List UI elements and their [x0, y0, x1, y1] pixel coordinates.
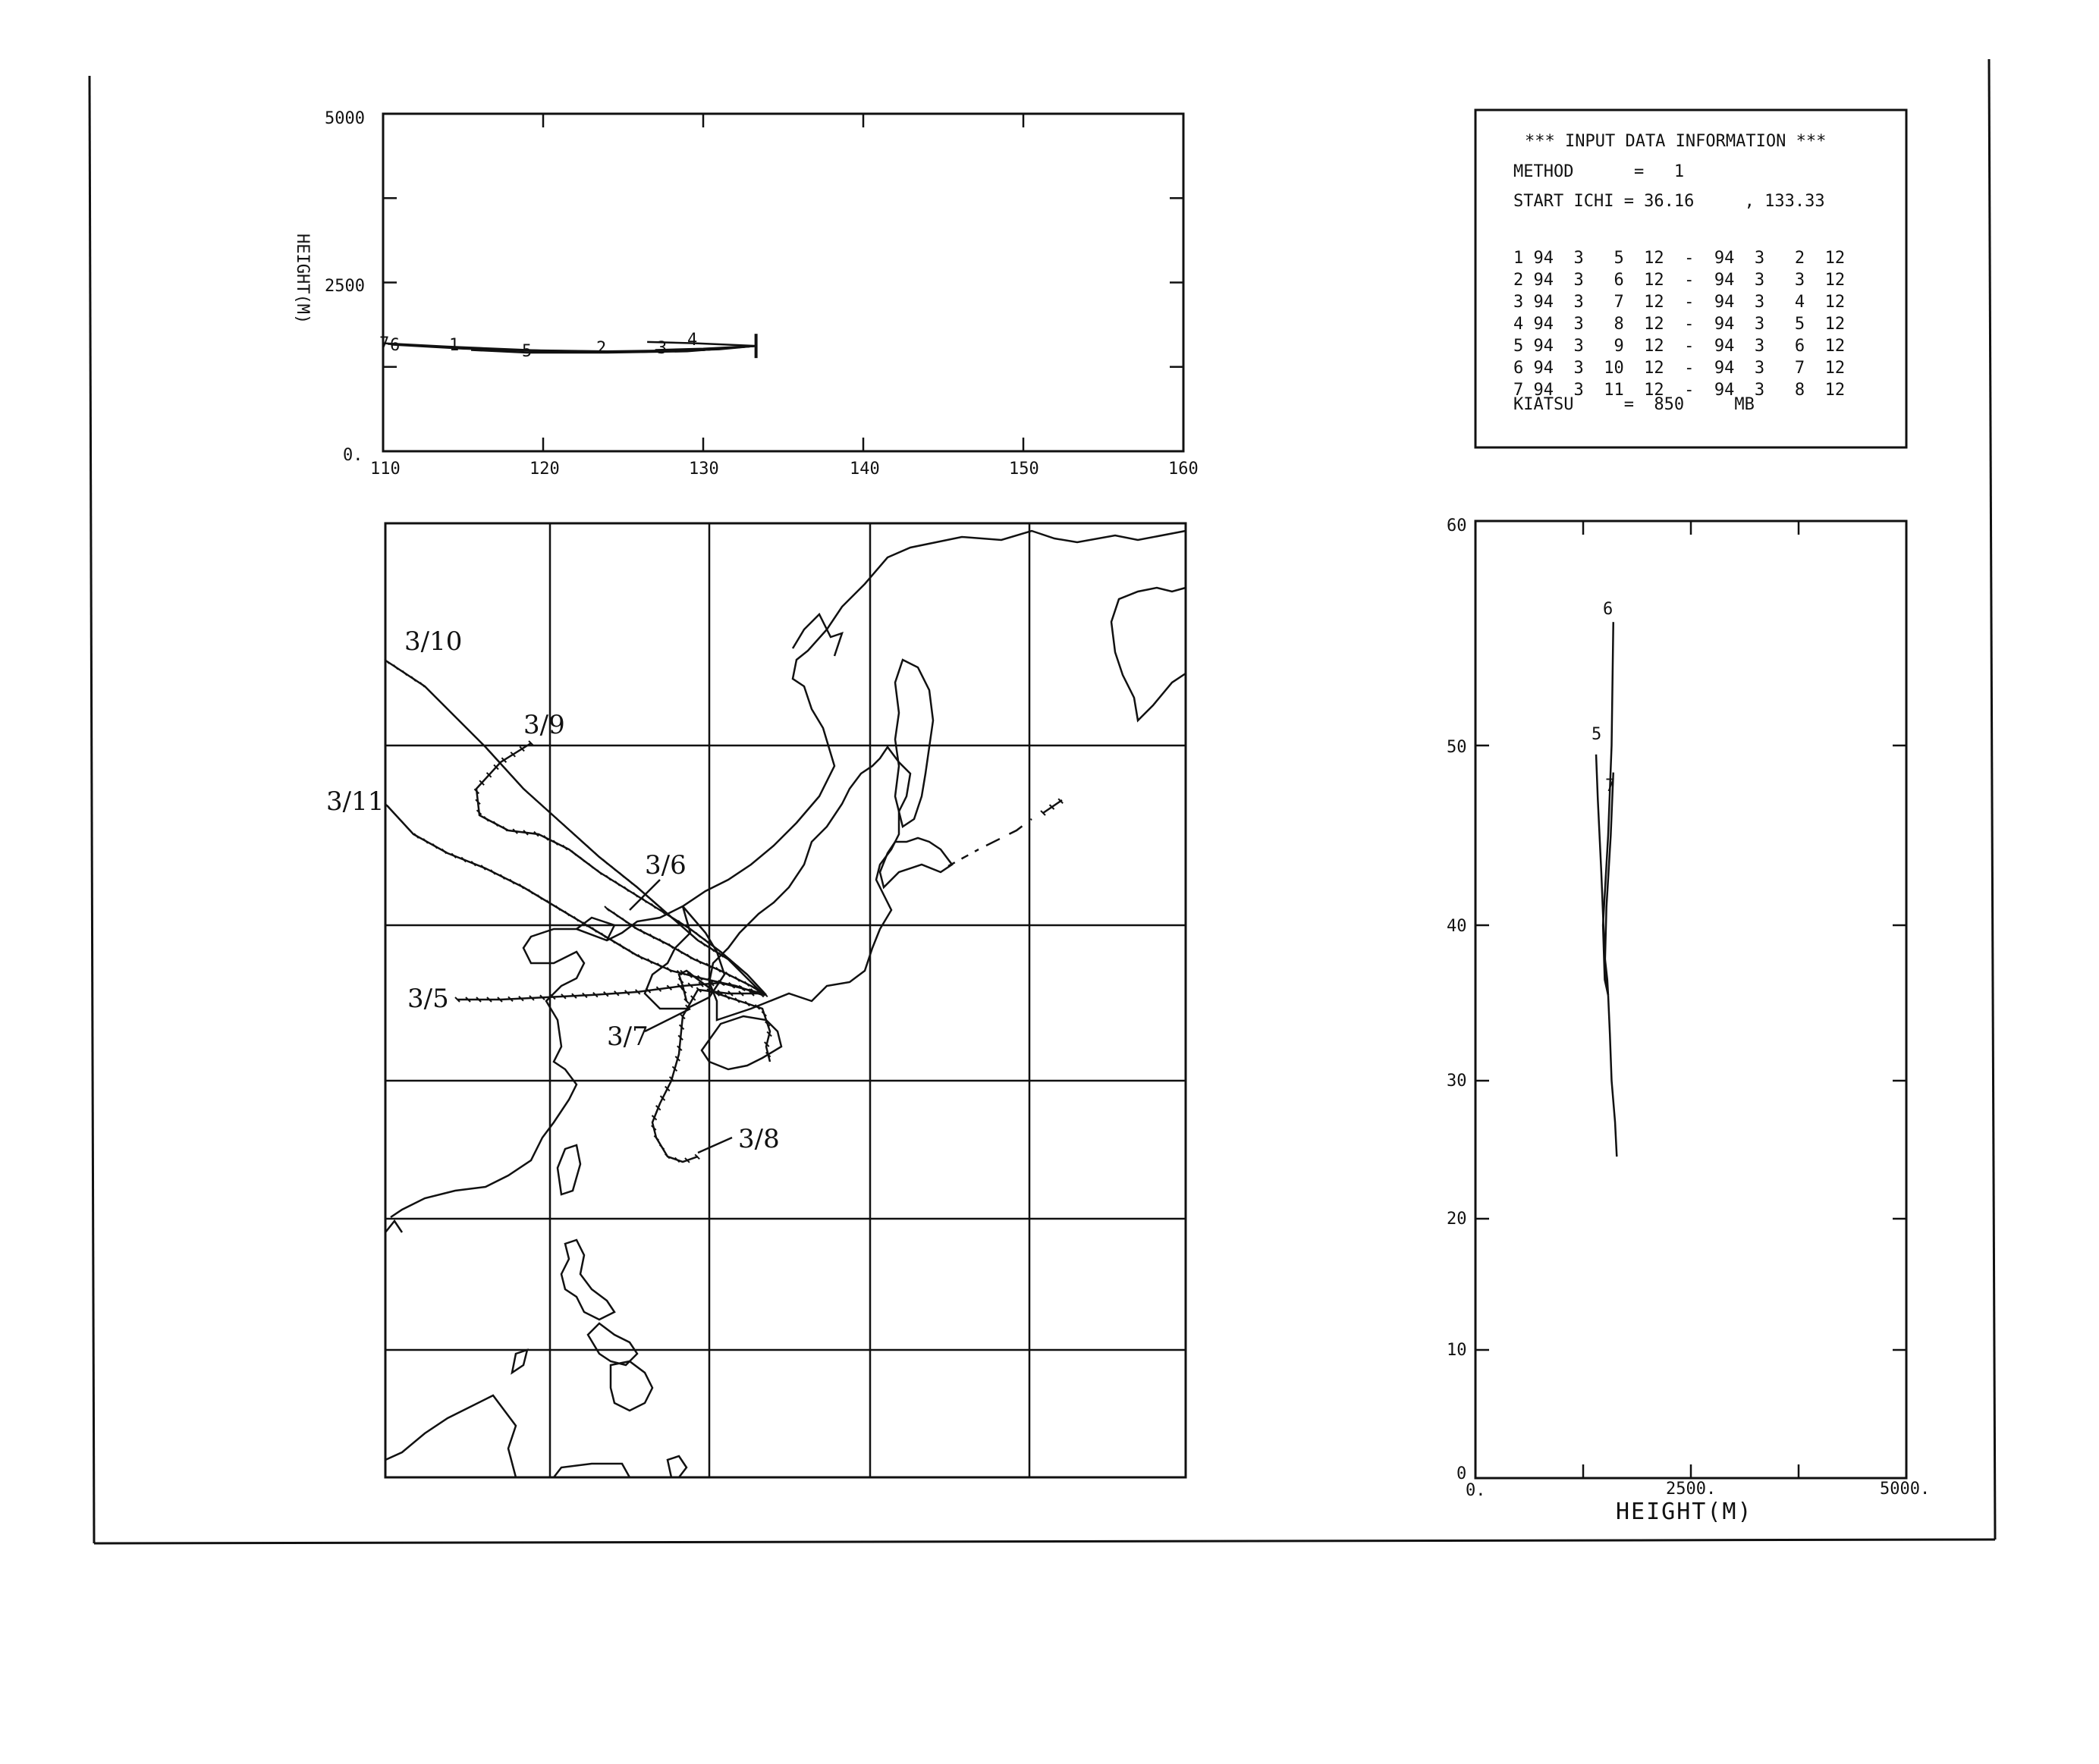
- track-hour-mark: [509, 774, 514, 778]
- trajectory-map: [326, 523, 1186, 1477]
- track-hour-mark: [589, 864, 593, 868]
- right-y-tick-10: 10: [1447, 1341, 1467, 1360]
- track-hour-mark: [523, 789, 528, 793]
- track-hour-mark: [652, 900, 657, 905]
- info-start-ichi: START ICHI = 36.16 , 133.33: [1513, 192, 1825, 211]
- right-y-tick-20: 20: [1447, 1210, 1467, 1229]
- track-hour-mark: [473, 735, 478, 739]
- right-curve-label-5: 5: [1592, 725, 1602, 744]
- date-label-3-10: 3/10: [404, 626, 463, 657]
- date-labels: [326, 626, 780, 1154]
- top-curve-label-5: 5: [522, 342, 533, 361]
- map-frame: [385, 523, 1186, 1477]
- track-hour-mark: [428, 689, 432, 694]
- right-x-tick-0: 0.: [1466, 1481, 1486, 1500]
- track-hour-mark: [595, 852, 599, 857]
- right-curve-label-6: 6: [1603, 600, 1614, 619]
- top-chart-ticks: [383, 114, 1183, 451]
- track-hour-mark: [532, 796, 536, 800]
- track-hour-mark: [502, 765, 507, 770]
- top-curve-label-7: 7: [379, 334, 390, 353]
- date-label-3-8: 3/8: [738, 1124, 780, 1154]
- top-curve-label-6: 6: [390, 336, 401, 355]
- track-hour-mark: [572, 851, 577, 855]
- track-hour-mark: [571, 831, 576, 836]
- right-y-tick-40: 40: [1447, 917, 1467, 936]
- track-hour-mark: [579, 839, 583, 843]
- info-kiatsu: KIATSU = 850 MB: [1513, 395, 1755, 414]
- track-hour-mark: [399, 819, 404, 824]
- info-row-4: 4 94 3 8 12 - 94 3 5 12: [1513, 315, 1846, 334]
- track-hour-mark: [620, 873, 624, 877]
- track-hour-mark: [466, 727, 470, 732]
- top-x-tick-150: 150: [1009, 460, 1039, 479]
- right-curve-label-7: 7: [1605, 777, 1616, 796]
- right-height-chart: [1447, 516, 1930, 1525]
- date-label-3-6: 3/6: [645, 850, 687, 880]
- track-hour-mark: [539, 803, 544, 808]
- right-series-line-8: [1608, 995, 1617, 1157]
- track-hour-mark: [580, 857, 585, 862]
- trajectory-tracks: [385, 659, 1063, 1163]
- top-y-tick-0: 0.: [343, 446, 363, 465]
- right-y-tick-50: 50: [1447, 738, 1467, 757]
- date-label-3-7: 3/7: [607, 1022, 649, 1052]
- track-hour-mark: [406, 827, 410, 831]
- map-grid: [385, 523, 1186, 1477]
- track-hour-mark: [684, 928, 689, 933]
- track-hour-mark: [636, 886, 641, 890]
- top-y-tick-2500: 2500: [325, 277, 365, 296]
- top-curve-label-4: 4: [687, 331, 698, 350]
- coastlines: [385, 531, 1186, 1477]
- top-chart-series: [383, 334, 756, 358]
- right-y-tick-60: 60: [1447, 516, 1467, 535]
- info-row-3: 3 94 3 7 12 - 94 3 4 12: [1513, 293, 1846, 312]
- track-hour-mark: [495, 758, 499, 762]
- track-hour-mark: [587, 846, 592, 850]
- info-row-2: 2 94 3 6 12 - 94 3 3 12: [1513, 271, 1846, 290]
- top-y-tick-5000: 5000: [325, 109, 365, 128]
- right-y-tick-0: 0: [1456, 1464, 1467, 1483]
- info-row-5: 5 94 3 9 12 - 94 3 6 12: [1513, 337, 1846, 356]
- right-x-tick-2500: 2500.: [1666, 1480, 1717, 1499]
- track-hour-mark: [704, 939, 709, 943]
- top-curve-label-1: 1: [449, 336, 460, 355]
- date-label-3-5: 3/5: [407, 984, 449, 1014]
- top-y-axis-title: HEIGHT(M): [293, 234, 312, 325]
- info-method: METHOD = 1: [1513, 162, 1685, 181]
- track-hour-mark: [611, 866, 616, 871]
- top-x-tick-140: 140: [850, 460, 880, 479]
- date-label-3-11: 3/11: [326, 786, 385, 817]
- right-y-tick-30: 30: [1447, 1072, 1467, 1091]
- track-hour-mark: [517, 781, 521, 786]
- track-hour-mark: [696, 933, 700, 937]
- right-x-tick-5000: 5000.: [1880, 1480, 1931, 1499]
- right-chart-series: [1596, 622, 1617, 1157]
- right-x-axis-title: HEIGHT(M): [1616, 1499, 1753, 1525]
- track-hour-mark: [451, 712, 455, 717]
- track-hour-mark: [458, 720, 463, 724]
- info-row-1: 1 94 3 5 12 - 94 3 2 12: [1513, 249, 1846, 268]
- info-row-6: 6 94 3 10 12 - 94 3 7 12: [1513, 359, 1846, 378]
- top-curve-label-3: 3: [657, 339, 668, 358]
- track-hour-mark: [488, 750, 492, 755]
- track-hour-mark: [563, 824, 567, 829]
- top-chart-frame: [383, 114, 1183, 451]
- date-label-3-9: 3/9: [523, 710, 565, 740]
- right-chart-frame: [1475, 521, 1906, 1478]
- track-hour-mark: [555, 818, 560, 822]
- track-hour-mark: [628, 880, 633, 884]
- info-header: *** INPUT DATA INFORMATION ***: [1525, 132, 1827, 151]
- track-hour-mark: [603, 859, 608, 864]
- top-x-tick-110: 110: [370, 460, 401, 479]
- track-hour-mark: [443, 705, 448, 709]
- right-chart-ticks: [1475, 521, 1906, 1478]
- track-hour-mark: [692, 935, 696, 940]
- track-hour-mark: [435, 697, 440, 702]
- track-hour-mark: [391, 811, 396, 815]
- input-data-info-box: [1475, 110, 1906, 447]
- info-row-7: 7 94 3 11 12 - 94 3 8 12: [1513, 381, 1846, 400]
- top-height-chart: [293, 109, 1199, 479]
- top-x-tick-130: 130: [689, 460, 719, 479]
- top-x-tick-120: 120: [529, 460, 560, 479]
- top-x-tick-160: 160: [1168, 460, 1199, 479]
- top-curve-label-2: 2: [596, 339, 607, 358]
